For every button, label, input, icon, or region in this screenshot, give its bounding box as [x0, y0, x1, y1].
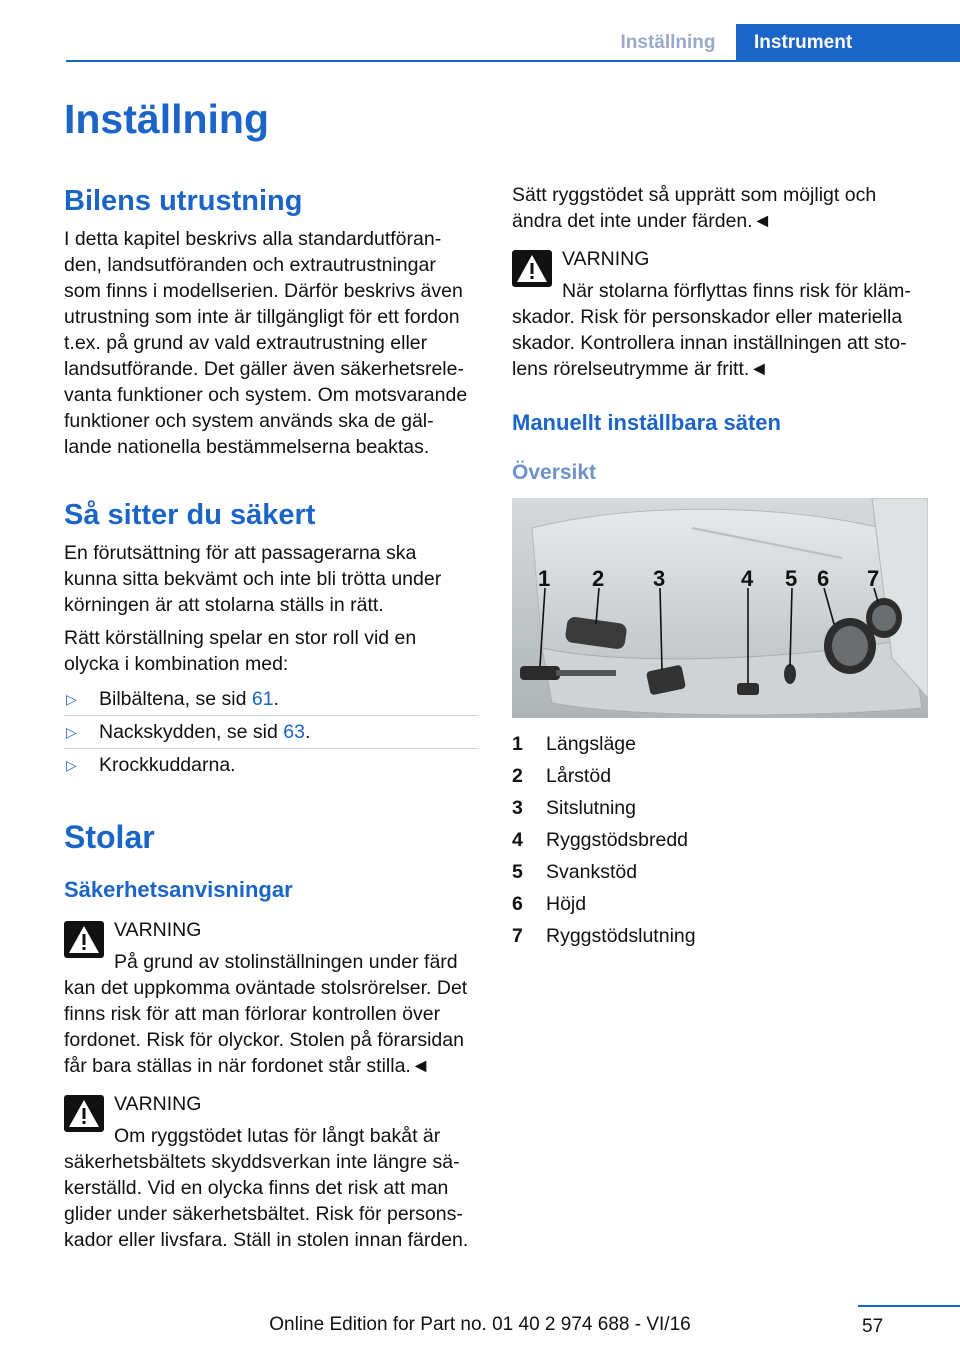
bullet-item: [64, 716, 478, 749]
page-link-61[interactable]: 61: [251, 688, 274, 710]
warning-icon: [512, 250, 552, 287]
legend-number: 6: [512, 893, 523, 915]
figure-number-4: 4: [741, 566, 754, 591]
warning-label: VARNING: [114, 919, 202, 941]
footer-edition: Online Edition for Part no. 01 40 2 974 688 - VI/16: [269, 1314, 691, 1335]
equipment-text: I detta kapitel beskrivs alla standardutföran- den, landsutföranden och extrautrustningar som finns i modellserien. Därför beskrivs även utrustning som inte är tillgängligt för ett fordon t.ex. på grund av vald extrautrustning eller landsutförande. Det gäller även säkerhetsrele- vanta funktioner och system. Om motsvarande funktioner och system används ska de gäl- lande nationella bestämmelserna beaktas.: [64, 228, 468, 458]
legend-number: 4: [512, 829, 523, 851]
legend-number: 2: [512, 765, 523, 787]
legend-number: 7: [512, 925, 523, 947]
warning-block-3: [512, 246, 928, 382]
legend-number: 3: [512, 797, 523, 819]
backrest-intro-text: Sätt ryggstödet så upprätt som möjligt och ändra det inte under färden.◄: [512, 184, 877, 232]
legend-label: Sitslutning: [546, 797, 636, 819]
warning-label: VARNING: [562, 248, 650, 270]
legend-label: Längsläge: [546, 733, 636, 755]
legend-item: [512, 888, 928, 920]
warning-icon: [64, 921, 104, 958]
legend-item: [512, 856, 928, 888]
legend-item: [512, 728, 928, 760]
bullet-item: [64, 683, 478, 716]
figure-number-6: 6: [817, 566, 830, 591]
figure-number-2: 2: [592, 566, 605, 591]
legend-label: Höjd: [546, 893, 587, 915]
manual-seats-heading: Manuellt inställbara säten: [512, 410, 781, 435]
header-tab-chapter[interactable]: Instrument: [736, 24, 960, 61]
safe-seating-heading: Så sitter du säkert: [64, 499, 316, 531]
seats-heading: Stolar: [64, 819, 155, 855]
bullet-triangle-icon: ▷: [66, 757, 77, 773]
safety-bullet-list: [64, 683, 478, 781]
warning-label: VARNING: [114, 1093, 202, 1115]
legend-item: [512, 920, 928, 952]
safety-instructions-heading: Säkerhetsanvisningar: [64, 877, 293, 902]
bullet-tail: .: [304, 721, 311, 743]
legend-label: Lårstöd: [546, 765, 612, 787]
equipment-heading: Bilens utrustning: [64, 185, 303, 217]
legend-item: [512, 760, 928, 792]
right-column: [512, 182, 928, 952]
legend-label: Svankstöd: [546, 861, 638, 883]
bullet-text: Nackskydden, se sid: [99, 721, 284, 743]
header-rule: [66, 60, 960, 62]
seat-illustration: [512, 498, 928, 718]
seat-controls-figure: [512, 498, 928, 718]
warning-block-2: [64, 1091, 478, 1253]
figure-number-7: 7: [867, 566, 880, 591]
bullet-triangle-icon: ▷: [66, 691, 77, 707]
bullet-item: [64, 749, 478, 781]
bullet-tail: .: [273, 688, 279, 710]
page-link-63[interactable]: 63: [283, 721, 305, 743]
warning-block-1: [64, 917, 478, 1079]
figure-number-3: 3: [653, 566, 666, 591]
figure-legend: [512, 728, 928, 952]
legend-label: Ryggstödslutning: [546, 925, 696, 947]
header-tab-section[interactable]: Inställning: [620, 32, 716, 53]
bullet-text: Krockkuddarna.: [99, 754, 236, 776]
legend-item: [512, 824, 928, 856]
bullet-triangle-icon: ▷: [66, 724, 77, 740]
figure-number-1: 1: [538, 566, 551, 591]
legend-item: [512, 792, 928, 824]
safe-seating-text-2: Rätt körställning spelar en stor roll vid en olycka i kombination med:: [64, 627, 417, 675]
left-column: [64, 182, 478, 1253]
overview-heading: Översikt: [512, 461, 597, 484]
warning-text: På grund av stolinställningen under färd kan det uppkomma oväntade stolsrörelser. Det finns risk för att man förlorar kontrollen över fordonet. Risk för olyckor. Stolen på förarsidan får bara ställas in när fordonet står stilla.◄: [64, 951, 468, 1077]
footer-rule: [858, 1305, 960, 1307]
warning-icon: [64, 1095, 104, 1132]
safe-seating-text-1: En förutsättning för att passagerarna ska kunna sitta bekvämt och inte bli trötta under körningen är att stolarna ställs in rätt.: [64, 542, 442, 616]
page-title: Inställning: [64, 96, 269, 142]
legend-number: 1: [512, 733, 523, 755]
warning-text: När stolarna förflyttas finns risk för kläm- skador. Risk för personskador eller materiella skador. Kontrollera innan inställningen att sto- lens rörelseutrymme är fritt.◄: [512, 280, 911, 380]
bullet-text: Bilbältena, se sid: [99, 688, 252, 710]
warning-text: Om ryggstödet lutas för långt bakåt är säkerhetsbältets skyddsverkan inte längre sä- kerställd. Vid en olycka finns det risk att man glider under säkerhetsbältet. Risk för persons- kador eller livsfara. Ställ in stolen innan färden.: [64, 1125, 469, 1251]
figure-number-5: 5: [785, 566, 798, 591]
page-number: 57: [862, 1316, 884, 1337]
legend-number: 5: [512, 861, 523, 883]
legend-label: Ryggstödsbredd: [546, 829, 689, 851]
